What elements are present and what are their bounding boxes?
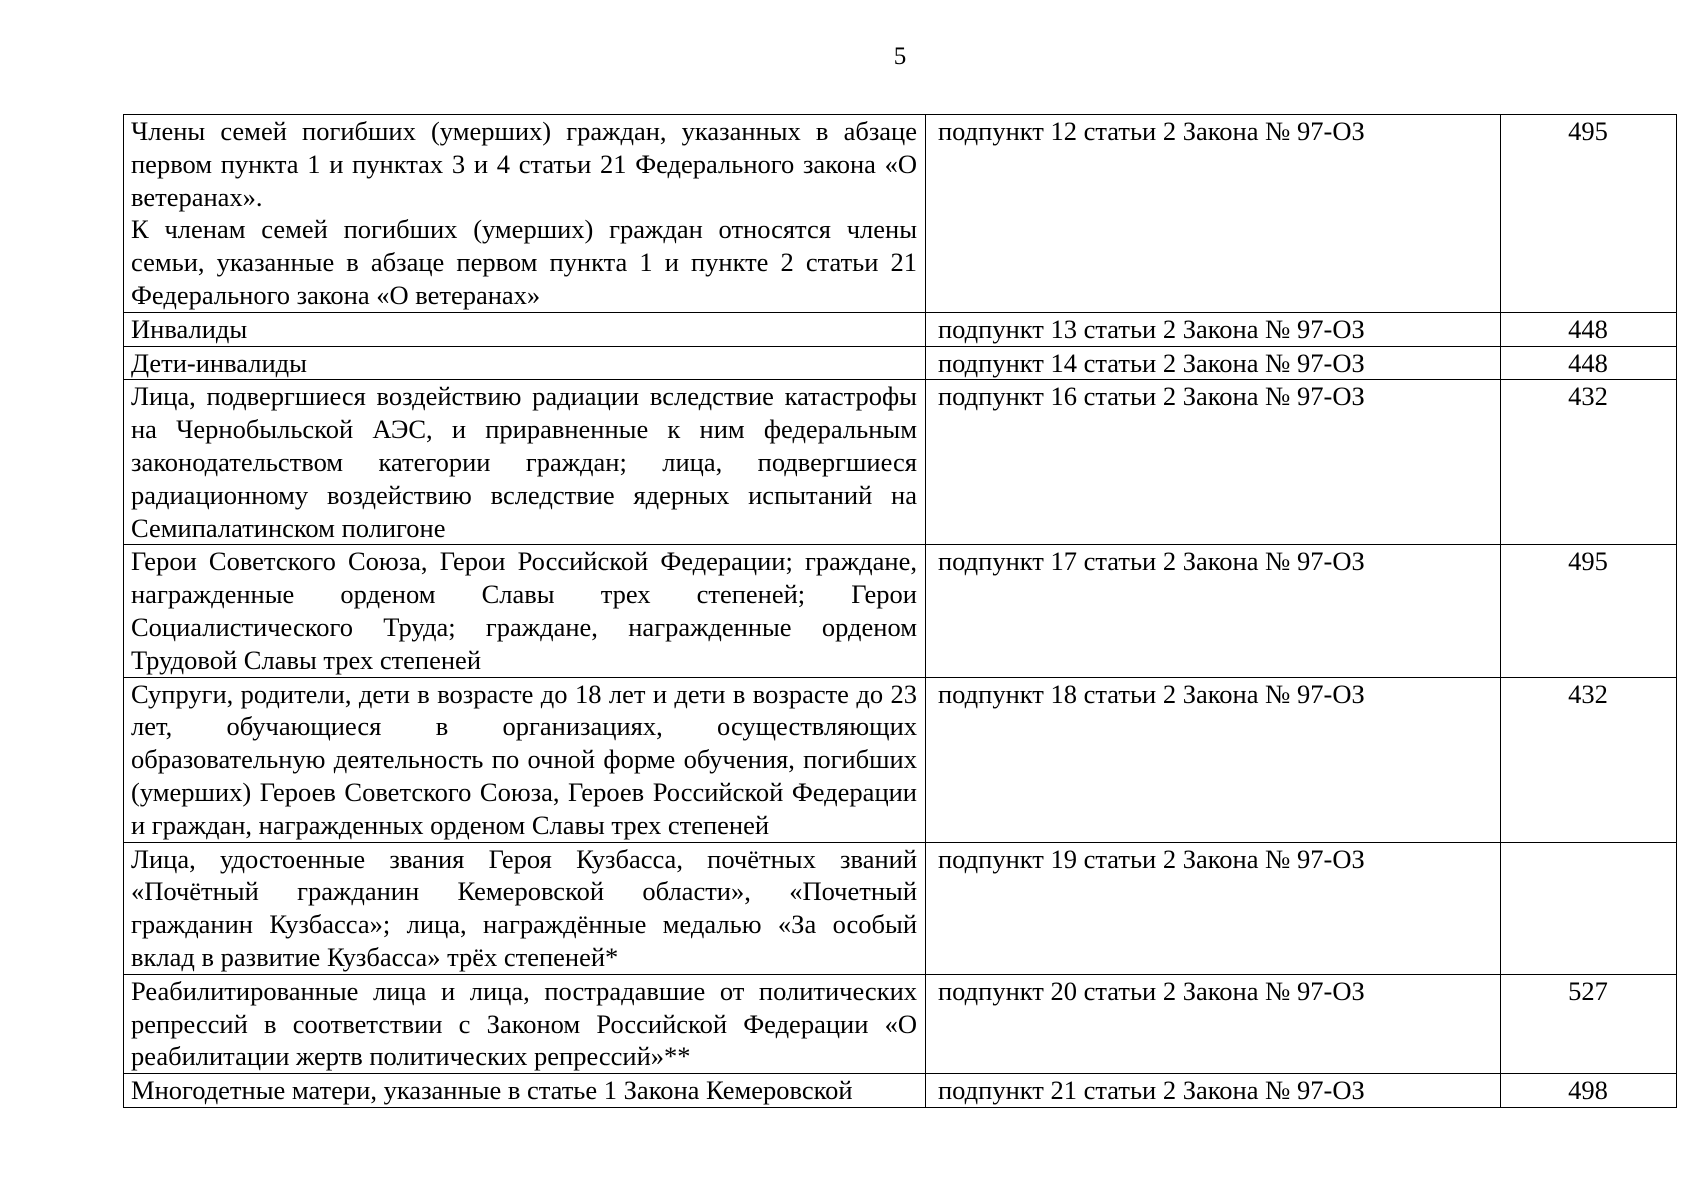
category-cell	[124, 974, 926, 1073]
category-paragraph: Лица, подвергшиеся воздействию радиации вследствие катастрофы на Чернобыльской АЭС, и приравненные к ним федеральным законодательством категории граждан; лица, подвергшиеся радиационному воздействию вследствие ядерных испытаний на Семипалатинском полигоне	[131, 381, 917, 543]
category-cell	[124, 115, 926, 313]
table-row	[124, 346, 1677, 380]
category-cell	[124, 312, 926, 346]
category-paragraph: Инвалиды	[131, 313, 248, 344]
law-reference-cell: подпункт 16 статьи 2 Закона № 97-ОЗ	[926, 380, 1501, 545]
amount-cell: 432	[1501, 380, 1677, 545]
law-reference-cell: подпункт 20 статьи 2 Закона № 97-ОЗ	[926, 974, 1501, 1073]
category-paragraph: Многодетные матери, указанные в статье 1 Закона Кемеровской	[131, 1075, 853, 1106]
page-number: 5	[893, 43, 907, 70]
law-reference-cell: подпункт 14 статьи 2 Закона № 97-ОЗ	[926, 346, 1501, 380]
category-paragraph: Члены семей погибших (умерших) граждан, указанных в абзаце первом пункта 1 и пунктах 3 и 4 статьи 21 Федерального закона «О ветеранах».	[131, 116, 917, 212]
law-reference-cell: подпункт 13 статьи 2 Закона № 97-ОЗ	[926, 312, 1501, 346]
table-row	[124, 974, 1677, 1073]
category-cell	[124, 545, 926, 677]
category-cell	[124, 346, 926, 380]
table-row	[124, 677, 1677, 842]
amount-cell: 495	[1501, 545, 1677, 677]
amount-cell: 448	[1501, 312, 1677, 346]
table-row	[124, 380, 1677, 545]
category-cell	[124, 380, 926, 545]
category-paragraph: Дети-инвалиды	[131, 347, 307, 378]
law-reference-cell: подпункт 12 статьи 2 Закона № 97-ОЗ	[926, 115, 1501, 313]
amount-cell	[1501, 842, 1677, 974]
table-row	[124, 545, 1677, 677]
category-cell	[124, 677, 926, 842]
category-paragraph: К членам семей погибших (умерших) граждан относятся члены семьи, указанные в абзаце первом пункта 1 и пункте 2 статьи 21 Федерального закона «О ветеранах»	[131, 214, 917, 310]
category-paragraph: Герои Советского Союза, Герои Российской Федерации; граждане, награжденные орденом Славы трех степеней; Герои Социалистического Труда; граждане, награжденные орденом Трудовой Славы трех степеней	[131, 546, 917, 675]
benefits-table	[123, 114, 1677, 1108]
table-row	[124, 1074, 1677, 1108]
law-reference-cell: подпункт 21 статьи 2 Закона № 97-ОЗ	[926, 1074, 1501, 1108]
amount-cell: 498	[1501, 1074, 1677, 1108]
category-cell	[124, 842, 926, 974]
table-row	[124, 115, 1677, 313]
category-paragraph: Реабилитированные лица и лица, пострадавшие от политических репрессий в соответствии с Законом Российской Федерации «О реабилитации жертв политических репрессий»**	[131, 975, 917, 1072]
table-row	[124, 312, 1677, 346]
category-paragraph: Лица, удостоенные звания Героя Кузбасса, почётных званий «Почётный гражданин Кемеровской области», «Почетный гражданин Кузбасса»; лица, награждённые медалью «За особый вклад в развитие Кузбасса» трёх степеней*	[131, 843, 917, 972]
table-row	[124, 842, 1677, 974]
amount-cell: 432	[1501, 677, 1677, 842]
law-reference-cell: подпункт 18 статьи 2 Закона № 97-ОЗ	[926, 677, 1501, 842]
law-reference-cell: подпункт 17 статьи 2 Закона № 97-ОЗ	[926, 545, 1501, 677]
category-paragraph: Супруги, родители, дети в возрасте до 18 лет и дети в возрасте до 23 лет, обучающиеся в организациях, осуществляющих образовательную деятельность по очной форме обучения, погибших (умерших) Героев Советского Союза, Героев Российской Федерации и граждан, награжденных орденом Славы трех степеней	[131, 678, 917, 840]
law-reference-cell: подпункт 19 статьи 2 Закона № 97-ОЗ	[926, 842, 1501, 974]
amount-cell: 527	[1501, 974, 1677, 1073]
amount-cell: 448	[1501, 346, 1677, 380]
category-cell	[124, 1074, 926, 1108]
amount-cell: 495	[1501, 115, 1677, 313]
